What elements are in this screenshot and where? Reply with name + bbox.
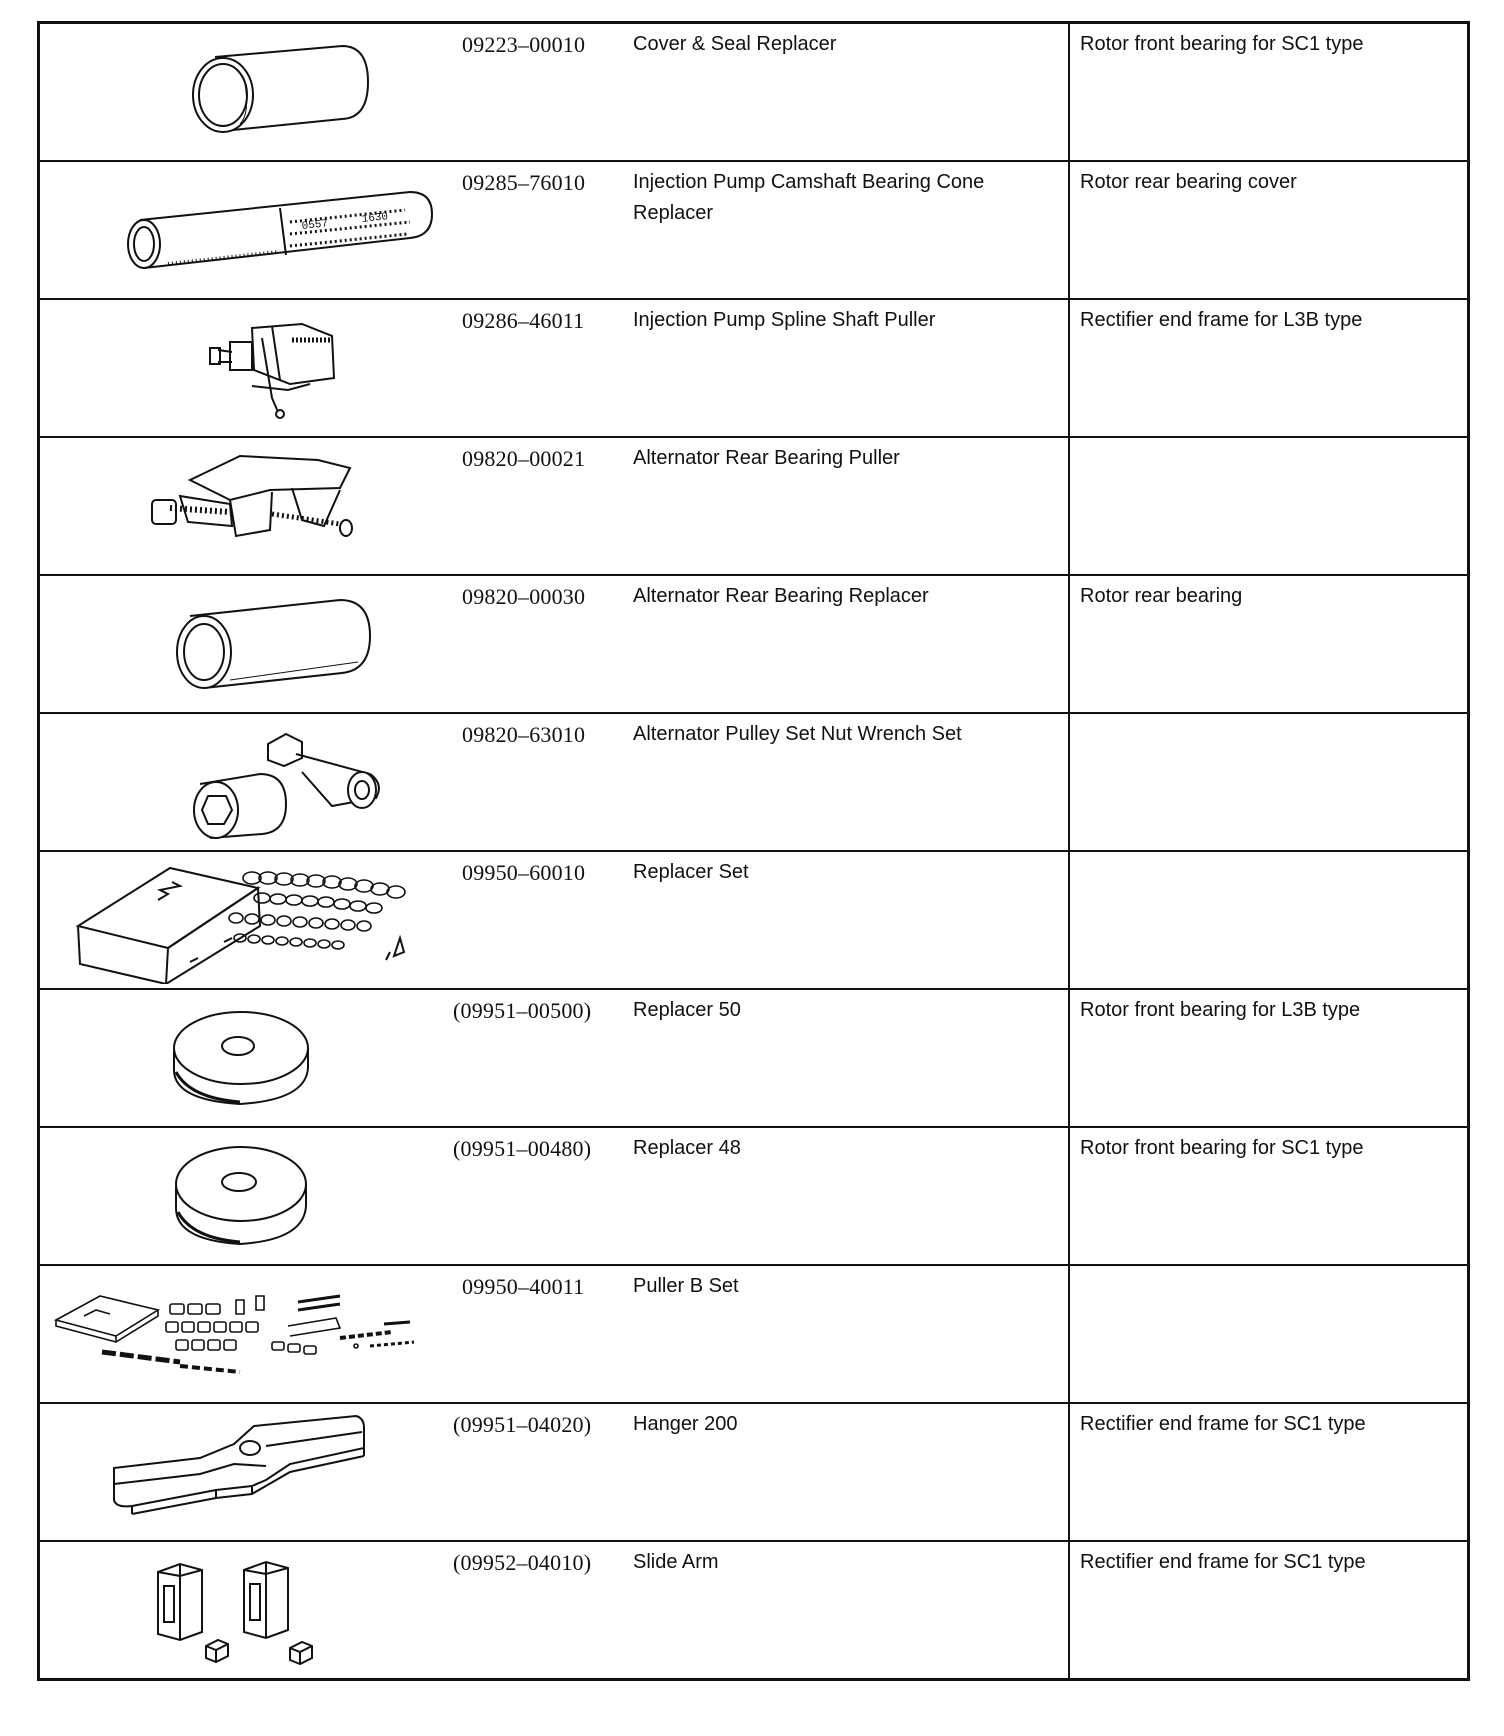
tool-note: Rotor front bearing for SC1 type	[1080, 33, 1364, 55]
table-row	[39, 437, 1469, 575]
table-row	[39, 23, 1469, 162]
tool-name: Hanger 200	[633, 1413, 738, 1435]
puller-set-parts-icon	[40, 1266, 440, 1398]
part-number: 09820–63010	[462, 722, 586, 747]
table-row	[39, 161, 1469, 299]
tool-note	[1070, 714, 1467, 719]
tool-illustration-cell	[39, 575, 441, 713]
tool-name: Slide Arm	[633, 1551, 719, 1573]
tool-illustration-cell	[39, 1541, 441, 1680]
tool-illustration-cell	[39, 989, 441, 1127]
tool-illustration-cell	[39, 1127, 441, 1265]
socket-wrench-set-icon	[40, 714, 440, 846]
table-row	[39, 575, 1469, 713]
table-row	[39, 299, 1469, 437]
tool-note: Rotor rear bearing cover	[1080, 171, 1297, 193]
part-number: 09286–46011	[462, 308, 585, 333]
table-row	[39, 1127, 1469, 1265]
part-number: 09950–40011	[462, 1274, 585, 1299]
tool-name: Replacer 48	[633, 1137, 741, 1159]
special-service-tools-table	[37, 21, 1470, 1681]
table-row	[39, 1403, 1469, 1541]
bearing-replacer-tube-icon	[40, 576, 440, 708]
tool-illustration-cell	[39, 299, 441, 437]
tool-name: Replacer Set	[633, 861, 749, 883]
tool-illustration-cell	[39, 1265, 441, 1403]
table-row	[39, 1541, 1469, 1680]
hanger-bar-icon	[40, 1404, 440, 1536]
tool-illustration-cell	[39, 1403, 441, 1541]
tool-name: Injection Pump Spline Shaft Puller	[633, 309, 936, 331]
tool-note: Rectifier end frame for L3B type	[1080, 309, 1363, 331]
tool-illustration-cell	[39, 851, 441, 989]
tool-name: Injection Pump Camshaft Bearing Cone Replacer	[633, 171, 985, 224]
spline-shaft-puller-icon	[40, 300, 440, 432]
table-row	[39, 1265, 1469, 1403]
tool-note: Rotor front bearing for SC1 type	[1080, 1137, 1364, 1159]
tool-name: Alternator Rear Bearing Replacer	[633, 585, 929, 607]
tool-name: Replacer 50	[633, 999, 741, 1021]
tool-name: Cover & Seal Replacer	[633, 33, 837, 55]
table-row	[39, 851, 1469, 989]
tool-note	[1070, 852, 1467, 857]
tool-note	[1070, 1266, 1467, 1271]
tool-note	[1070, 438, 1467, 443]
tool-note: Rotor front bearing for L3B type	[1080, 999, 1361, 1021]
tool-engraving: 1630	[361, 211, 389, 226]
tool-name: Puller B Set	[633, 1275, 739, 1297]
part-number: (09952–04010)	[453, 1550, 592, 1575]
table-row	[39, 989, 1469, 1127]
bearing-puller-icon	[40, 438, 440, 570]
tool-note: Rectifier end frame for SC1 type	[1080, 1413, 1366, 1435]
replacer-set-case-icon	[40, 852, 440, 984]
part-number: 09820–00030	[462, 584, 586, 609]
tool-illustration-cell	[39, 23, 441, 162]
tool-note: Rotor rear bearing	[1080, 585, 1243, 607]
tool-illustration-cell	[39, 713, 441, 851]
part-number: (09951–00480)	[453, 1136, 592, 1161]
tool-illustration-cell	[39, 161, 441, 299]
tool-name: Alternator Rear Bearing Puller	[633, 447, 900, 469]
tool-note: Rectifier end frame for SC1 type	[1080, 1551, 1366, 1573]
tube-replacer-icon	[40, 24, 440, 156]
slide-arm-pair-icon	[40, 1542, 440, 1674]
part-number: 09820–00021	[462, 446, 586, 471]
tool-engraving: 0557	[301, 218, 329, 233]
long-tube-replacer-icon	[40, 162, 440, 294]
part-number: 09223–00010	[462, 32, 586, 57]
tool-illustration-cell	[39, 437, 441, 575]
part-number: 09950–60010	[462, 860, 586, 885]
part-number: (09951–04020)	[453, 1412, 592, 1437]
part-number: 09285–76010	[462, 170, 586, 195]
tool-name: Alternator Pulley Set Nut Wrench Set	[633, 723, 962, 745]
table-row	[39, 713, 1469, 851]
replacer-disc-icon	[40, 1128, 440, 1260]
replacer-disc-icon	[40, 990, 440, 1122]
part-number: (09951–00500)	[453, 998, 592, 1023]
